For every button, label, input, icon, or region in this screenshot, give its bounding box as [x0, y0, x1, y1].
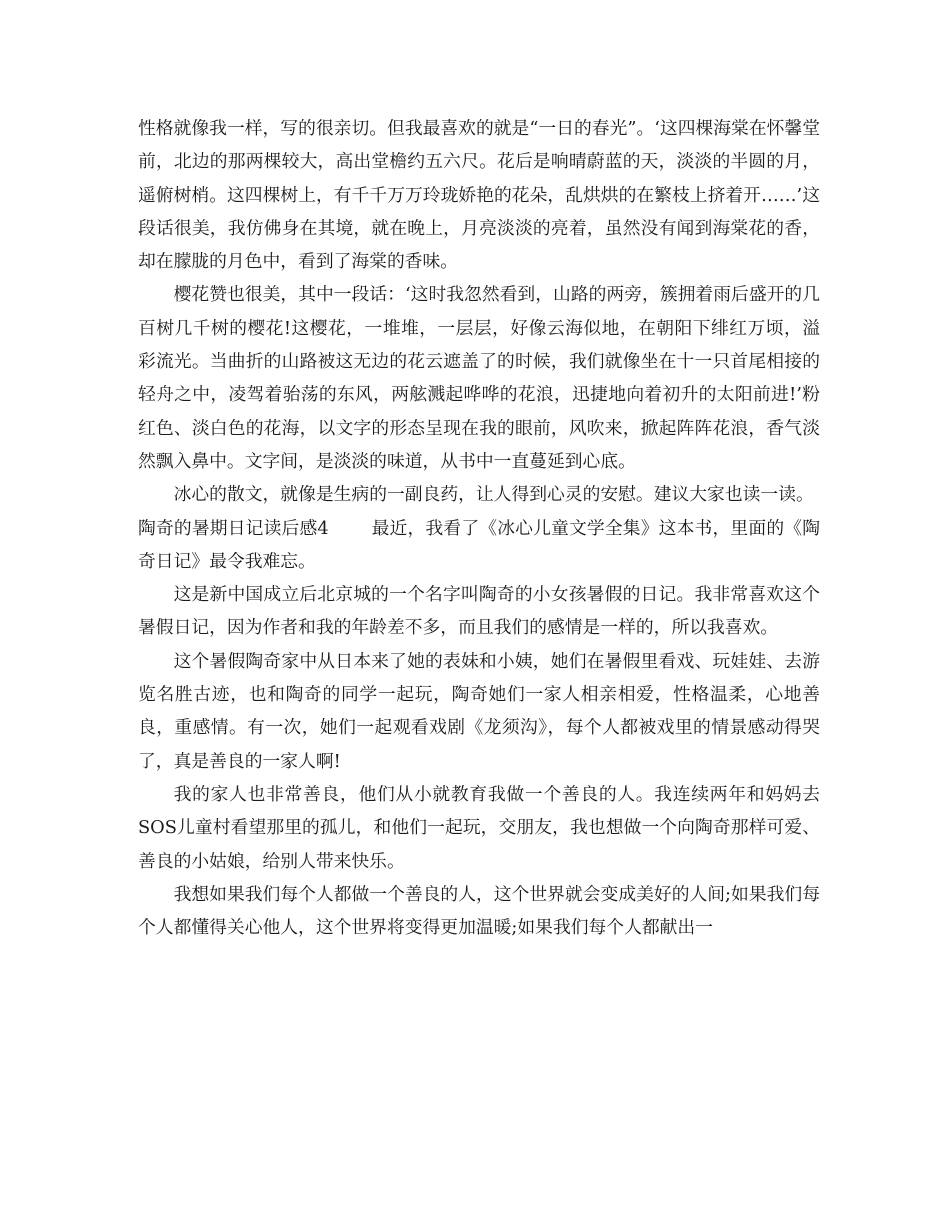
paragraph-diary-family: 这个暑假陶奇家中从日本来了她的表妹和小姨，她们在暑假里看戏、玩娃娃、去游览名胜古迹，也和陶奇的同学一起玩，陶奇她们一家人相亲相爱，性格温柔，心地善良，重感情。有一次，她们一起观看戏剧《龙须沟》，每个人都被戏里的情景感动得哭了，真是善良的一家人啊!: [138, 650, 820, 772]
section-start: [138, 512, 820, 579]
paragraph-diary-intro: 这是新中国成立后北京城的一个名字叫陶奇的小女孩暑假的日记。我非常喜欢这个暑假日记，因为作者和我的年龄差不多，而且我们的感情是一样的，所以我喜欢。: [138, 584, 820, 639]
section-intro: 最近，我看了《冰心儿童文学全集》这本书，里面的《陶奇日记》最令我难忘。: [138, 517, 820, 572]
document-body: [138, 112, 820, 944]
section-heading: 陶奇的暑期日记读后感4: [138, 517, 329, 539]
paragraph-my-family: 我的家人也非常善良，他们从小就教育我做一个善良的人。我连续两年和妈妈去SOS儿童村看望那里的孤儿，和他们一起玩，交朋友，我也想做一个向陶奇那样可爱、善良的小姑娘，给别人带来快乐。: [138, 783, 820, 872]
paragraph-conclusion: 冰心的散文，就像是生病的一副良药，让人得到心灵的安慰。建议大家也读一读。: [173, 484, 814, 506]
paragraph-yinghua: 樱花赞也很美，其中一段话：‘这时我忽然看到，山路的两旁，簇拥着雨后盛开的几百树几千树的樱花!这樱花，一堆堆，一层层，好像云海似地，在朝阳下绯红万顷，溢彩流光。当曲折的山路被这无边的花云遮盖了的时候，我们就像坐在十一只首尾相接的轻舟之中，凌驾着骀荡的东风，两舷溅起哗哗的花浪，迅捷地向着初升的太阳前进!’粉红色、淡白色的花海，以文字的形态呈现在我的眼前，风吹来，掀起阵阵花浪，香气淡然飘入鼻中。文字间，是淡淡的味道，从书中一直蔓延到心底。: [138, 284, 820, 472]
paragraph-kindness: 我想如果我们每个人都做一个善良的人，这个世界就会变成美好的人间;如果我们每个人都懂得关心他人，这个世界将变得更加温暖;如果我们每个人都献出一: [138, 883, 820, 939]
paragraph-haitang: 性格就像我一样，写的很亲切。但我最喜欢的就是“一日的春光”。‘这四棵海棠在怀馨堂前，北边的那两棵较大，高出堂檐约五六尺。花后是响晴蔚蓝的天，淡淡的半圆的月，遥俯树梢。这四棵树上，有千千万万玲珑娇艳的花朵，乱烘烘的在繁枝上挤着开……’这段话很美，我仿佛身在其境，就在晚上，月亮淡淡的亮着，虽然没有闻到海棠花的香，却在朦胧的月色中，看到了海棠的香味。: [138, 118, 820, 273]
